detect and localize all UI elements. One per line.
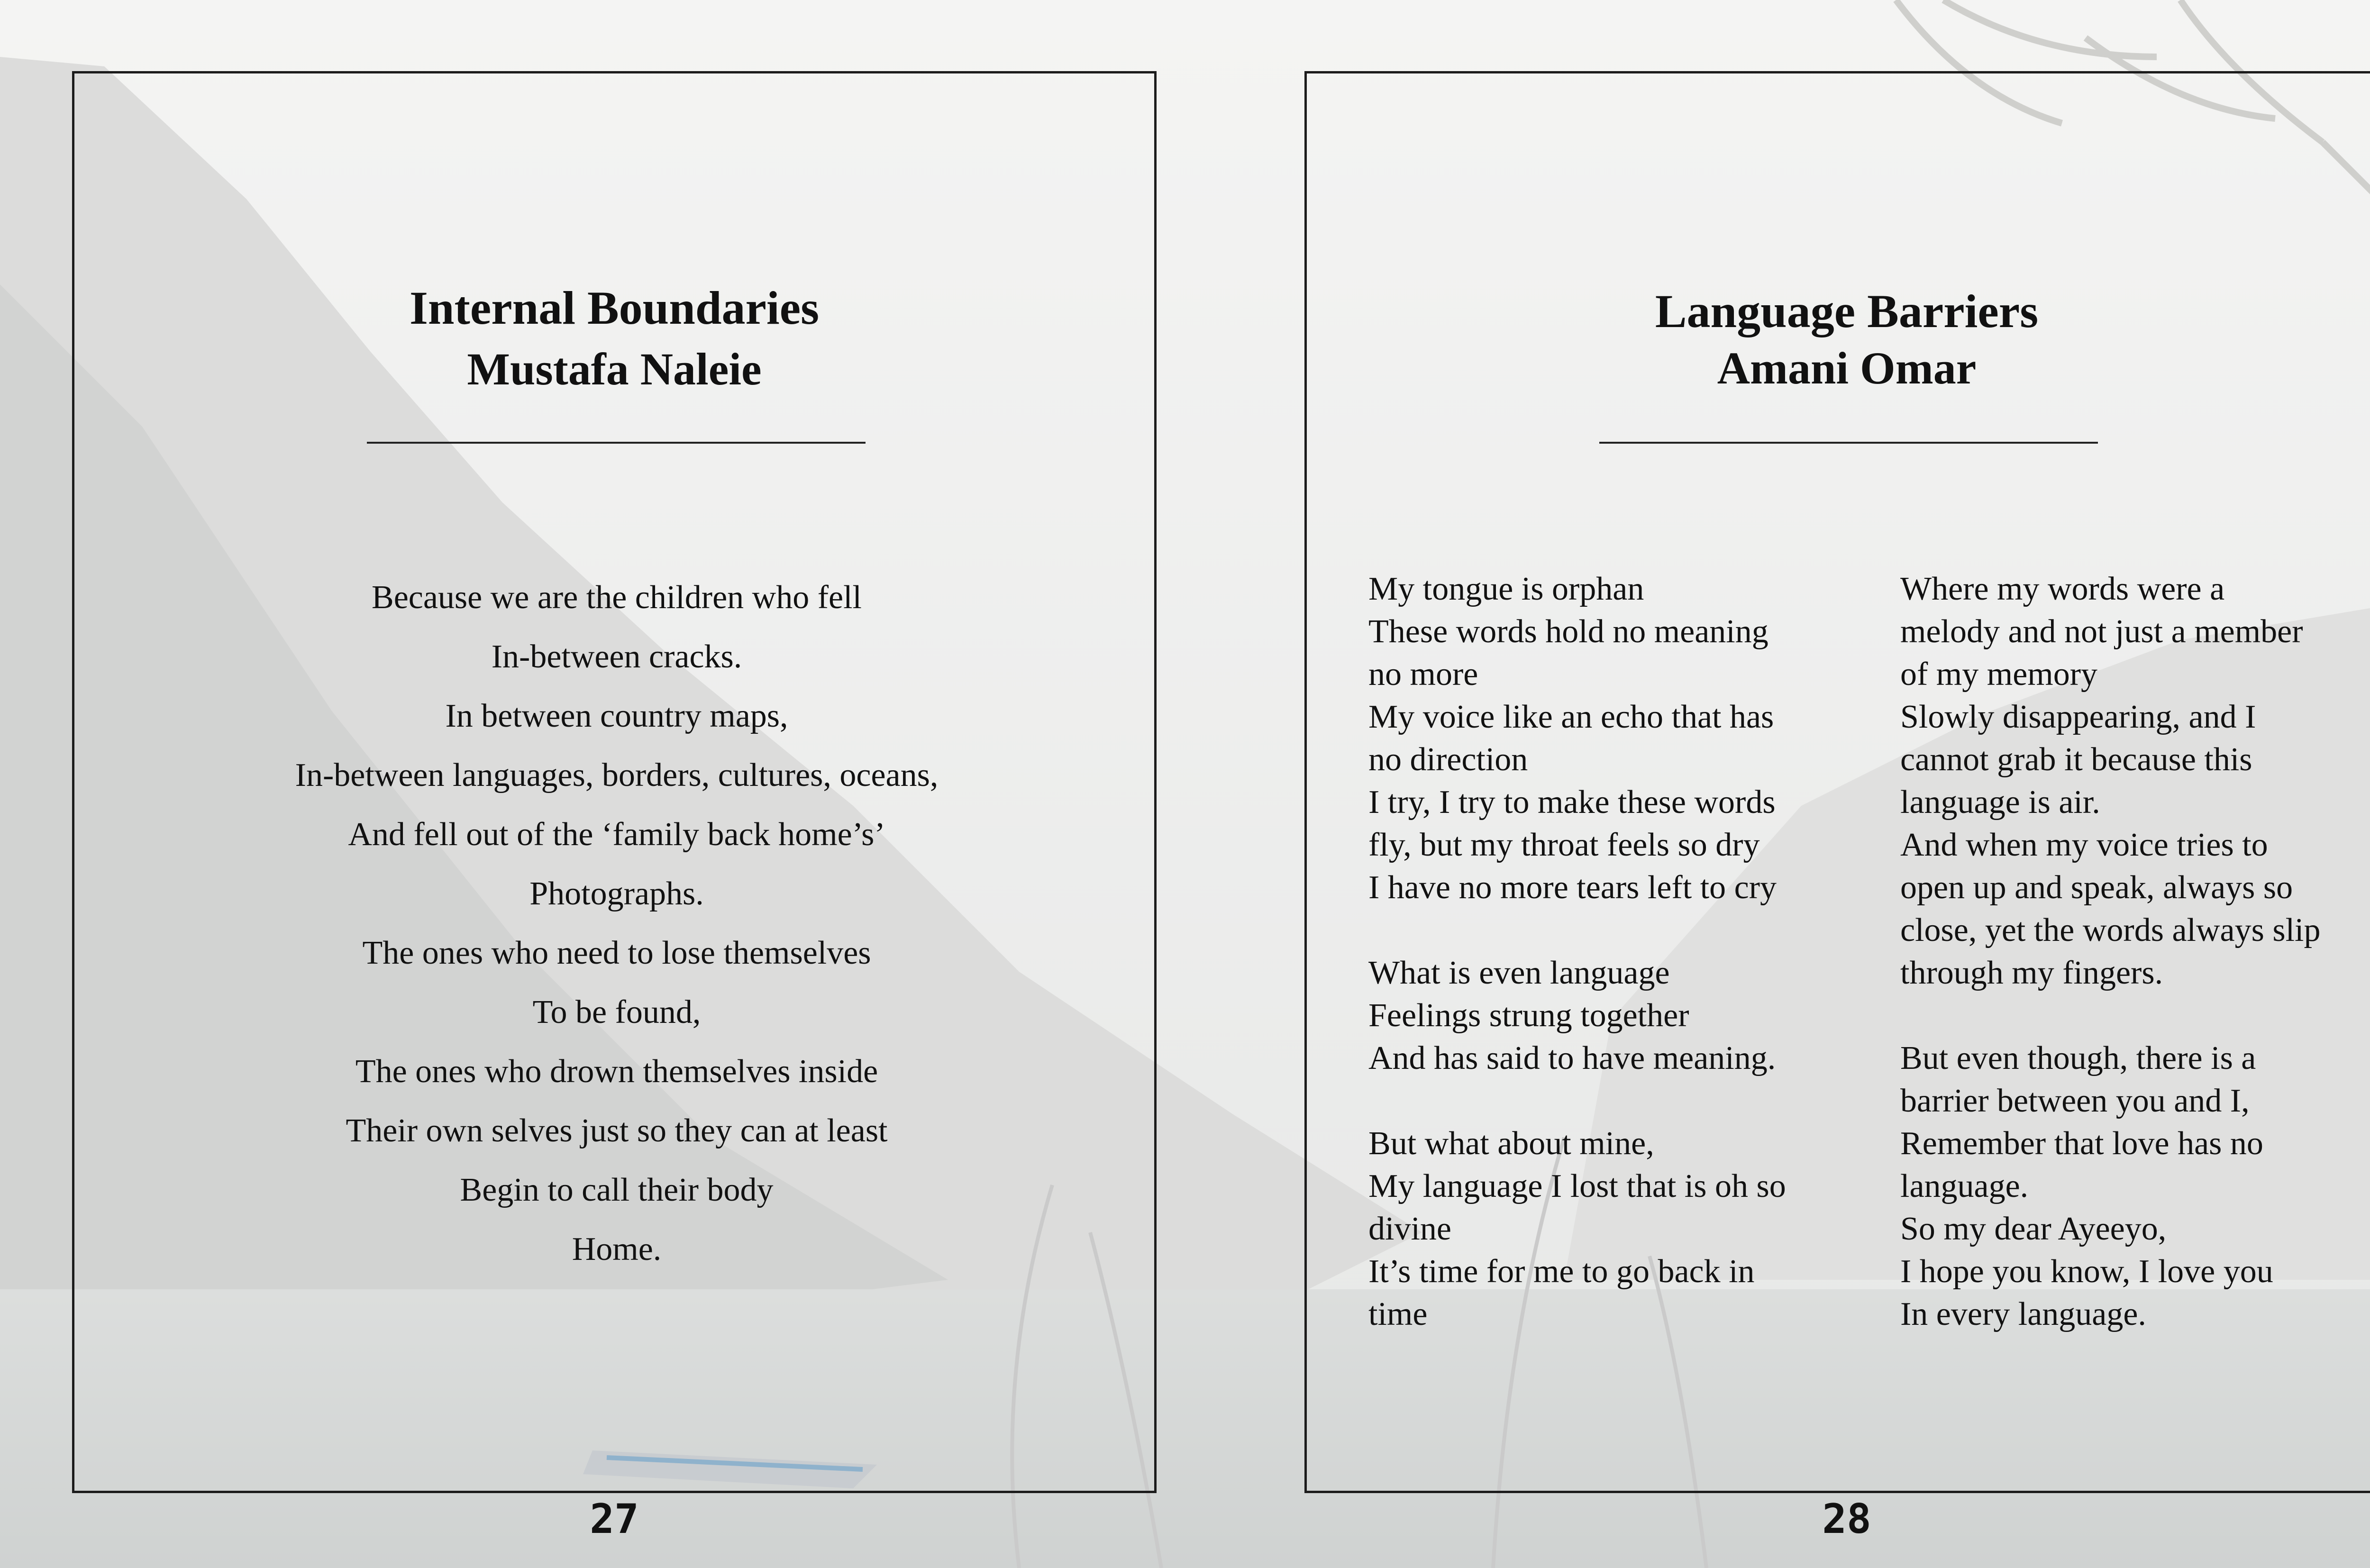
poem-line: My language I lost that is oh so — [1368, 1168, 1786, 1204]
poem-line: Slowly disappearing, and I — [1900, 699, 2256, 735]
poem-line: through my fingers. — [1900, 955, 2163, 991]
poem-line: But even though, there is a — [1900, 1040, 2256, 1076]
poem-title: Language Barriers — [1655, 285, 2039, 337]
poem-line: And when my voice tries to — [1900, 827, 2268, 863]
poem-line: melody and not just a member — [1900, 613, 2303, 650]
poem-line: Their own selves just so they can at least — [346, 1112, 888, 1149]
poem-line: So my dear Ayeeyo, — [1900, 1211, 2167, 1247]
poem-line: And fell out of the ‘family back home’s’ — [348, 816, 885, 853]
poem-line: It’s time for me to go back in — [1368, 1253, 1755, 1290]
page-number-left: 27 — [590, 1495, 639, 1543]
poem-line: To be found, — [532, 994, 701, 1030]
poem-line: barrier between you and I, — [1900, 1083, 2250, 1119]
poem-line: What is even language — [1368, 955, 1670, 991]
poem-line: Feelings strung together — [1368, 997, 1689, 1034]
poem-line: I have no more tears left to cry — [1368, 869, 1777, 906]
poem-line: divine — [1368, 1211, 1451, 1247]
title-divider — [1599, 442, 2098, 444]
title-divider — [367, 442, 866, 444]
poem-line: open up and speak, always so — [1900, 869, 2293, 906]
poem-line: Photographs. — [529, 875, 704, 912]
poem-line: My tongue is orphan — [1368, 571, 1644, 607]
poem-line: Because we are the children who fell — [372, 579, 862, 616]
left-page — [72, 71, 1157, 1493]
poem-author: Mustafa Naleie — [467, 344, 762, 394]
poem-line: In-between cracks. — [491, 638, 742, 675]
stanza-break — [1368, 909, 1857, 952]
poem-line: My voice like an echo that has — [1368, 699, 1774, 735]
poem-column-left — [1368, 568, 1857, 1336]
poem-line: Where my words were a — [1900, 571, 2225, 607]
poem-title: Internal Boundaries — [409, 282, 819, 334]
poem-line: In between country maps, — [445, 698, 788, 734]
poem-line: language is air. — [1900, 784, 2100, 820]
poem-line: fly, but my throat feels so dry — [1368, 827, 1760, 863]
poem-line: In every language. — [1900, 1296, 2146, 1332]
poem-line: language. — [1900, 1168, 2029, 1204]
poem-line: Begin to call their body — [460, 1172, 774, 1208]
poem-column-right — [1900, 568, 2370, 1336]
poem-line: cannot grab it because this — [1900, 741, 2252, 778]
stanza-break — [1368, 1080, 1857, 1122]
stanza-break — [1900, 994, 2370, 1037]
page-number-right: 28 — [1822, 1495, 1871, 1543]
poem-line: no more — [1368, 656, 1478, 693]
poem-line: And has said to have meaning. — [1368, 1040, 1776, 1076]
poem-line: These words hold no meaning — [1368, 613, 1768, 650]
right-page — [1304, 71, 2370, 1493]
poem-line: no direction — [1368, 741, 1528, 778]
poem-author: Amani Omar — [1717, 343, 1977, 393]
poem-line: The ones who drown themselves inside — [355, 1053, 878, 1090]
poem-line: I hope you know, I love you — [1900, 1253, 2273, 1290]
poem-line: The ones who need to lose themselves — [362, 935, 871, 971]
poem-line: In-between languages, borders, cultures, oceans, — [295, 757, 939, 793]
poem-line: I try, I try to make these words — [1368, 784, 1776, 820]
poem-line: time — [1368, 1296, 1428, 1332]
poem-line: close, yet the words always slip — [1900, 912, 2321, 948]
poem-line: Remember that love has no — [1900, 1125, 2263, 1162]
poem-line: But what about mine, — [1368, 1125, 1654, 1162]
poem-text — [103, 568, 1130, 1279]
poem-line: Home. — [572, 1231, 662, 1267]
poem-line: of my memory — [1900, 656, 2098, 693]
